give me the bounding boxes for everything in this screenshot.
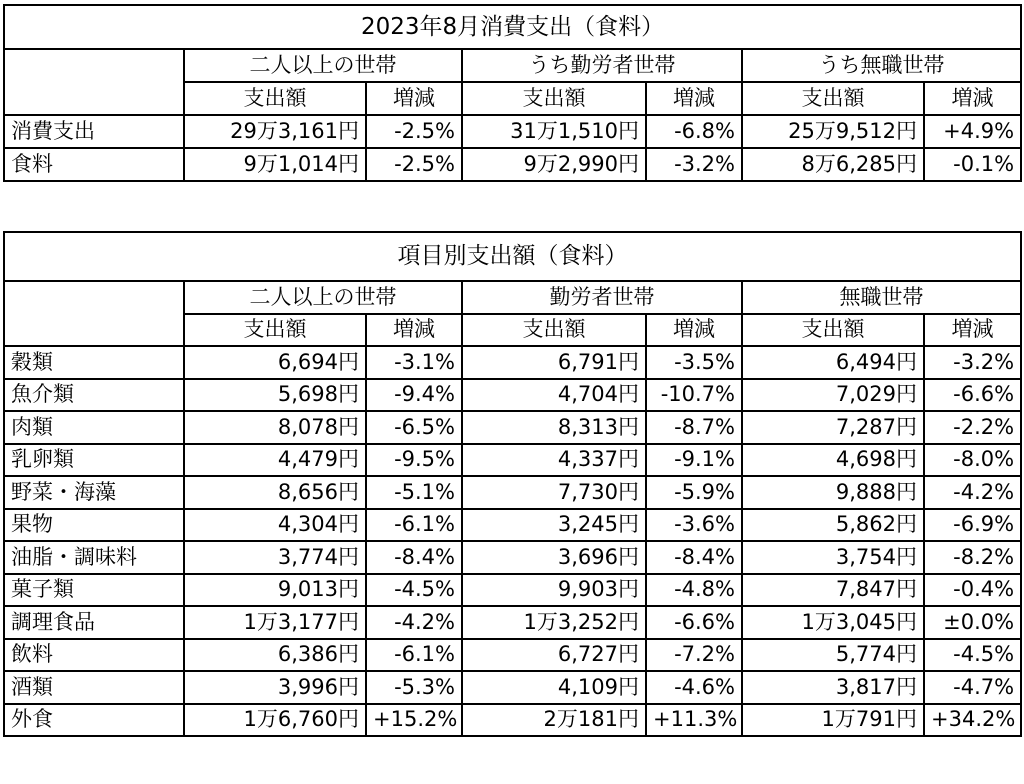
spend-value-cell: 8万6,285円 bbox=[742, 148, 924, 181]
spend-value-cell: 5,698円 bbox=[184, 379, 366, 412]
change-value-cell: -3.6% bbox=[646, 509, 742, 542]
change-value-cell: -6.1% bbox=[366, 639, 462, 672]
table1-spend-header: 支出額 bbox=[184, 82, 366, 115]
change-value-cell: -7.2% bbox=[646, 639, 742, 672]
table2-corner-cell bbox=[4, 281, 184, 346]
table-row bbox=[4, 509, 1021, 542]
spend-value-cell: 29万3,161円 bbox=[184, 115, 366, 148]
change-value-cell: -5.9% bbox=[646, 476, 742, 509]
table1-group-header: うち勤労者世帯 bbox=[462, 49, 742, 82]
table-row bbox=[4, 444, 1021, 477]
spend-value-cell: 3,754円 bbox=[742, 541, 924, 574]
spend-value-cell: 1万3,177円 bbox=[184, 606, 366, 639]
spend-value-cell: 1万3,045円 bbox=[742, 606, 924, 639]
table1-corner-cell bbox=[4, 49, 184, 115]
change-value-cell: -4.5% bbox=[366, 574, 462, 607]
table-row bbox=[4, 606, 1021, 639]
spend-value-cell: 4,109円 bbox=[462, 671, 646, 704]
spend-value-cell: 4,698円 bbox=[742, 444, 924, 477]
change-value-cell: +4.9% bbox=[924, 115, 1021, 148]
spend-value-cell: 7,287円 bbox=[742, 411, 924, 444]
row-label: 飲料 bbox=[4, 639, 184, 672]
table1-group-header: うち無職世帯 bbox=[742, 49, 1021, 82]
change-value-cell: +11.3% bbox=[646, 704, 742, 737]
table2-title: 項目別支出額（食料） bbox=[4, 232, 1021, 281]
spend-value-cell: 7,847円 bbox=[742, 574, 924, 607]
change-value-cell: -6.5% bbox=[366, 411, 462, 444]
change-value-cell: -4.5% bbox=[924, 639, 1021, 672]
row-label: 油脂・調味料 bbox=[4, 541, 184, 574]
row-label: 魚介類 bbox=[4, 379, 184, 412]
spend-value-cell: 9万2,990円 bbox=[462, 148, 646, 181]
change-value-cell: +15.2% bbox=[366, 704, 462, 737]
change-value-cell: -6.6% bbox=[924, 379, 1021, 412]
change-value-cell: -3.1% bbox=[366, 346, 462, 379]
table1-change-header: 増減 bbox=[366, 82, 462, 115]
change-value-cell: -4.2% bbox=[366, 606, 462, 639]
table-row bbox=[4, 379, 1021, 412]
change-value-cell: -2.2% bbox=[924, 411, 1021, 444]
row-label: 酒類 bbox=[4, 671, 184, 704]
spend-value-cell: 3,817円 bbox=[742, 671, 924, 704]
change-value-cell: -6.6% bbox=[646, 606, 742, 639]
change-value-cell: -0.4% bbox=[924, 574, 1021, 607]
table1-spend-header: 支出額 bbox=[742, 82, 924, 115]
row-label: 果物 bbox=[4, 509, 184, 542]
spend-value-cell: 3,996円 bbox=[184, 671, 366, 704]
table2-change-header: 増減 bbox=[646, 314, 742, 347]
change-value-cell: -6.1% bbox=[366, 509, 462, 542]
spend-value-cell: 6,386円 bbox=[184, 639, 366, 672]
spend-value-cell: 8,656円 bbox=[184, 476, 366, 509]
change-value-cell: -2.5% bbox=[366, 115, 462, 148]
table-row bbox=[4, 704, 1021, 737]
spend-value-cell: 4,704円 bbox=[462, 379, 646, 412]
row-label: 菓子類 bbox=[4, 574, 184, 607]
table2-spend-header: 支出額 bbox=[184, 314, 366, 347]
table2-group-header: 二人以上の世帯 bbox=[184, 281, 462, 314]
change-value-cell: -3.2% bbox=[924, 346, 1021, 379]
spend-value-cell: 7,029円 bbox=[742, 379, 924, 412]
change-value-cell: -8.4% bbox=[646, 541, 742, 574]
change-value-cell: -5.3% bbox=[366, 671, 462, 704]
table2-change-header: 増減 bbox=[366, 314, 462, 347]
change-value-cell: -6.8% bbox=[646, 115, 742, 148]
table2-spend-header: 支出額 bbox=[462, 314, 646, 347]
spend-value-cell: 9,888円 bbox=[742, 476, 924, 509]
change-value-cell: -8.2% bbox=[924, 541, 1021, 574]
spend-value-cell: 1万6,760円 bbox=[184, 704, 366, 737]
table-row bbox=[4, 541, 1021, 574]
spend-value-cell: 5,862円 bbox=[742, 509, 924, 542]
change-value-cell: ±0.0% bbox=[924, 606, 1021, 639]
spend-value-cell: 4,479円 bbox=[184, 444, 366, 477]
spend-value-cell: 6,494円 bbox=[742, 346, 924, 379]
table1-title: 2023年8月消費支出（食料） bbox=[4, 5, 1021, 49]
spend-value-cell: 8,078円 bbox=[184, 411, 366, 444]
change-value-cell: +34.2% bbox=[924, 704, 1021, 737]
change-value-cell: -2.5% bbox=[366, 148, 462, 181]
table-row bbox=[4, 346, 1021, 379]
spend-value-cell: 6,694円 bbox=[184, 346, 366, 379]
row-label: 調理食品 bbox=[4, 606, 184, 639]
change-value-cell: -8.0% bbox=[924, 444, 1021, 477]
table2-change-header: 増減 bbox=[924, 314, 1021, 347]
change-value-cell: -9.4% bbox=[366, 379, 462, 412]
spend-value-cell: 3,774円 bbox=[184, 541, 366, 574]
table2-group-header: 無職世帯 bbox=[742, 281, 1021, 314]
consumption-summary-table bbox=[3, 4, 1022, 182]
change-value-cell: -9.1% bbox=[646, 444, 742, 477]
table1-change-header: 増減 bbox=[646, 82, 742, 115]
change-value-cell: -4.8% bbox=[646, 574, 742, 607]
spend-value-cell: 5,774円 bbox=[742, 639, 924, 672]
spend-value-cell: 1万3,252円 bbox=[462, 606, 646, 639]
spend-value-cell: 9万1,014円 bbox=[184, 148, 366, 181]
row-label: 消費支出 bbox=[4, 115, 184, 148]
table-row bbox=[4, 574, 1021, 607]
food-category-table bbox=[3, 231, 1022, 737]
table1-spend-header: 支出額 bbox=[462, 82, 646, 115]
change-value-cell: -4.6% bbox=[646, 671, 742, 704]
table-row bbox=[4, 148, 1021, 181]
change-value-cell: -3.2% bbox=[646, 148, 742, 181]
row-label: 野菜・海藻 bbox=[4, 476, 184, 509]
table-row bbox=[4, 115, 1021, 148]
spend-value-cell: 2万181円 bbox=[462, 704, 646, 737]
change-value-cell: -5.1% bbox=[366, 476, 462, 509]
change-value-cell: -3.5% bbox=[646, 346, 742, 379]
spend-value-cell: 25万9,512円 bbox=[742, 115, 924, 148]
row-label: 食料 bbox=[4, 148, 184, 181]
spend-value-cell: 9,903円 bbox=[462, 574, 646, 607]
spend-value-cell: 7,730円 bbox=[462, 476, 646, 509]
spend-value-cell: 9,013円 bbox=[184, 574, 366, 607]
change-value-cell: -8.7% bbox=[646, 411, 742, 444]
change-value-cell: -10.7% bbox=[646, 379, 742, 412]
table1-change-header: 増減 bbox=[924, 82, 1021, 115]
row-label: 穀類 bbox=[4, 346, 184, 379]
spend-value-cell: 8,313円 bbox=[462, 411, 646, 444]
change-value-cell: -4.7% bbox=[924, 671, 1021, 704]
change-value-cell: -9.5% bbox=[366, 444, 462, 477]
spend-value-cell: 3,696円 bbox=[462, 541, 646, 574]
change-value-cell: -8.4% bbox=[366, 541, 462, 574]
spend-value-cell: 1万791円 bbox=[742, 704, 924, 737]
spend-value-cell: 31万1,510円 bbox=[462, 115, 646, 148]
spend-value-cell: 4,304円 bbox=[184, 509, 366, 542]
change-value-cell: -4.2% bbox=[924, 476, 1021, 509]
change-value-cell: -6.9% bbox=[924, 509, 1021, 542]
spend-value-cell: 3,245円 bbox=[462, 509, 646, 542]
row-label: 外食 bbox=[4, 704, 184, 737]
table2-spend-header: 支出額 bbox=[742, 314, 924, 347]
table-row bbox=[4, 411, 1021, 444]
spend-value-cell: 4,337円 bbox=[462, 444, 646, 477]
spend-value-cell: 6,791円 bbox=[462, 346, 646, 379]
row-label: 乳卵類 bbox=[4, 444, 184, 477]
table-row bbox=[4, 639, 1021, 672]
table-row bbox=[4, 476, 1021, 509]
spend-value-cell: 6,727円 bbox=[462, 639, 646, 672]
table2-group-header: 勤労者世帯 bbox=[462, 281, 742, 314]
row-label: 肉類 bbox=[4, 411, 184, 444]
table1-group-header: 二人以上の世帯 bbox=[184, 49, 462, 82]
table-row bbox=[4, 671, 1021, 704]
change-value-cell: -0.1% bbox=[924, 148, 1021, 181]
